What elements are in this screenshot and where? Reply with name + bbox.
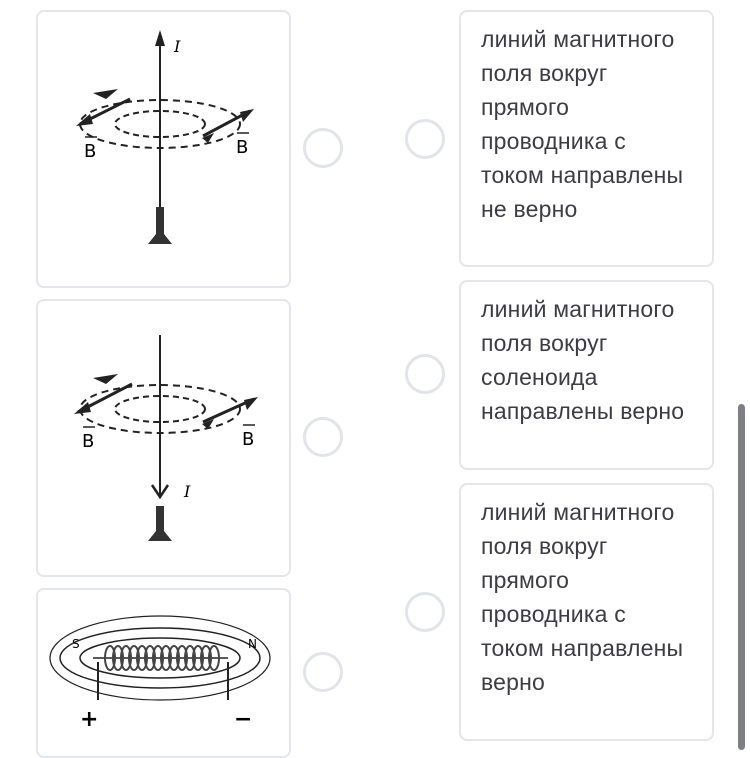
pole-label-s: S (72, 637, 80, 651)
pole-label-n: N (248, 637, 257, 651)
answer-text: линий магнитного поля вокруг прямого проводника с током направлены не верно (481, 26, 684, 222)
image-card-1[interactable] (36, 10, 291, 288)
field-label-left: B (84, 141, 97, 162)
conductor-current-up-diagram (38, 12, 289, 286)
solenoid-diagram (38, 590, 289, 750)
left-radio-3[interactable] (303, 652, 343, 692)
right-radio-2[interactable] (405, 354, 445, 394)
answer-card-2[interactable] (459, 280, 714, 470)
answer-card-3[interactable] (459, 483, 714, 741)
scrollbar[interactable] (738, 404, 745, 750)
answer-text: линий магнитного поля вокруг соленоида направлены верно (481, 296, 685, 424)
left-radio-1[interactable] (303, 128, 343, 168)
field-label-right: B (236, 137, 249, 158)
image-card-2[interactable] (36, 299, 291, 577)
current-label: I (174, 37, 181, 56)
terminal-plus: + (80, 707, 99, 732)
conductor-current-down-diagram (38, 301, 289, 575)
current-label: I (184, 482, 191, 501)
right-radio-3[interactable] (405, 592, 445, 632)
field-label-right: B (242, 429, 255, 450)
answer-text: линий магнитного поля вокруг прямого проводника с током направлены верно (481, 499, 684, 695)
image-card-3[interactable] (36, 588, 291, 758)
field-label-left: B (82, 431, 95, 452)
terminal-minus: − (234, 707, 253, 732)
right-radio-1[interactable] (405, 119, 445, 159)
left-radio-2[interactable] (303, 417, 343, 457)
answer-card-1[interactable] (459, 10, 714, 267)
